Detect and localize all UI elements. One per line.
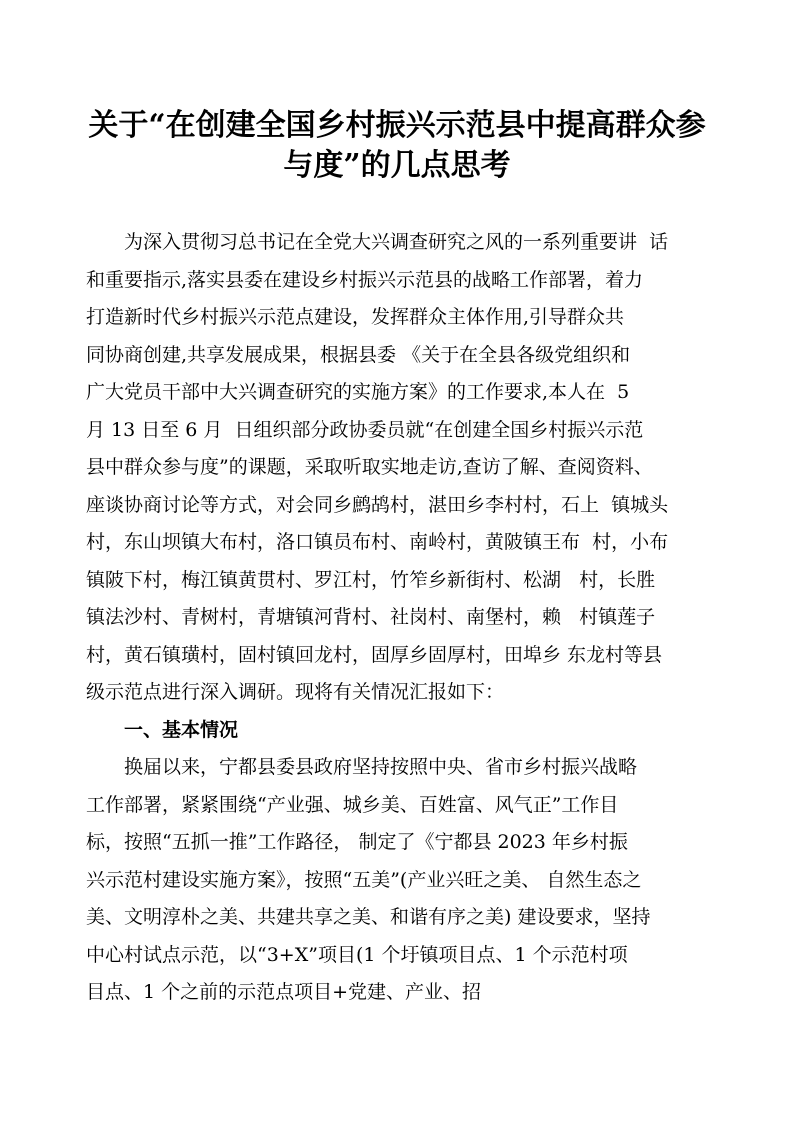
- intro-line-1: 为深入贯彻习总书记在全党大兴调查研究之风的一系列重要讲 话: [124, 231, 669, 253]
- intro-line-7: 县中群众参与度”的课题，采取听取实地走访,查访了解、查阅资料、: [86, 456, 653, 478]
- section-1-line-6: 中心村试点示范，以“3+X”项目(1 个圩镇项目点、1 个示范村项: [86, 943, 628, 966]
- section-1-line-4: 兴示范村建设实施方案》，按照“五美”(产业兴旺之美、 自然生态之: [86, 868, 642, 891]
- intro-line-3: 打造新时代乡村振兴示范点建设，发挥群众主体作用,引导群众共: [86, 306, 625, 328]
- section-1-line-2: 工作部署，紧紧围绕“产业强、城乡美、百姓富、风气正”工作目: [86, 793, 619, 816]
- intro-line-6: 月 13 日至 6 月 日组织部分政协委员就“在创建全国乡村振兴示范: [86, 418, 644, 441]
- document-title-line-1: 关于“在创建全国乡村振兴示范县中提高群众参: [88, 108, 706, 143]
- document-title-line-2: 与度”的几点思考: [283, 148, 511, 183]
- intro-line-5: 广大党员干部中大兴调查研究的实施方案》的工作要求,本人在 5: [86, 381, 630, 403]
- intro-line-4: 同协商创建,共享发展成果，根据县委 《关于在全县各级党组织和: [86, 343, 631, 366]
- section-1-line-3: 标，按照“五抓一推”工作路径， 制定了《宁都县 2023 年乡村振: [86, 831, 628, 853]
- intro-line-8: 座谈协商讨论等方式，对会同乡鹧鸪村，湛田乡李村村，石上 镇城头: [86, 493, 669, 516]
- section-1-heading: 一、基本情况: [124, 718, 239, 741]
- section-1-line-1: 换届以来，宁都县委县政府坚持按照中央、省市乡村振兴战略: [124, 756, 638, 778]
- section-1-line-7: 目点、1 个之前的示范点项目+党建、产业、招: [86, 981, 482, 1003]
- intro-line-9: 村，东山坝镇大布村，洛口镇员布村、南岭村，黄陂镇王布 村，小布: [86, 531, 669, 553]
- intro-line-12: 村，黄石镇璜村，固村镇回龙村，固厚乡固厚村，田埠乡 东龙村等县: [86, 643, 663, 666]
- intro-line-13: 级示范点进行深入调研。现将有关情况汇报如下：: [86, 681, 505, 703]
- intro-line-2: 和重要指示,落实县委在建设乡村振兴示范县的战略工作部署，着力: [86, 268, 644, 291]
- intro-line-11: 镇法沙村、青树村，青塘镇河背村、社岗村、南堡村，赖 村镇莲子: [86, 606, 656, 628]
- intro-line-10: 镇陂下村，梅江镇黄贯村、罗江村，竹笮乡新街村、松湖 村，长胜: [86, 568, 656, 591]
- section-1-line-5: 美、文明淳朴之美、共建共享之美、和谐有序之美) 建设要求，坚持: [86, 906, 651, 928]
